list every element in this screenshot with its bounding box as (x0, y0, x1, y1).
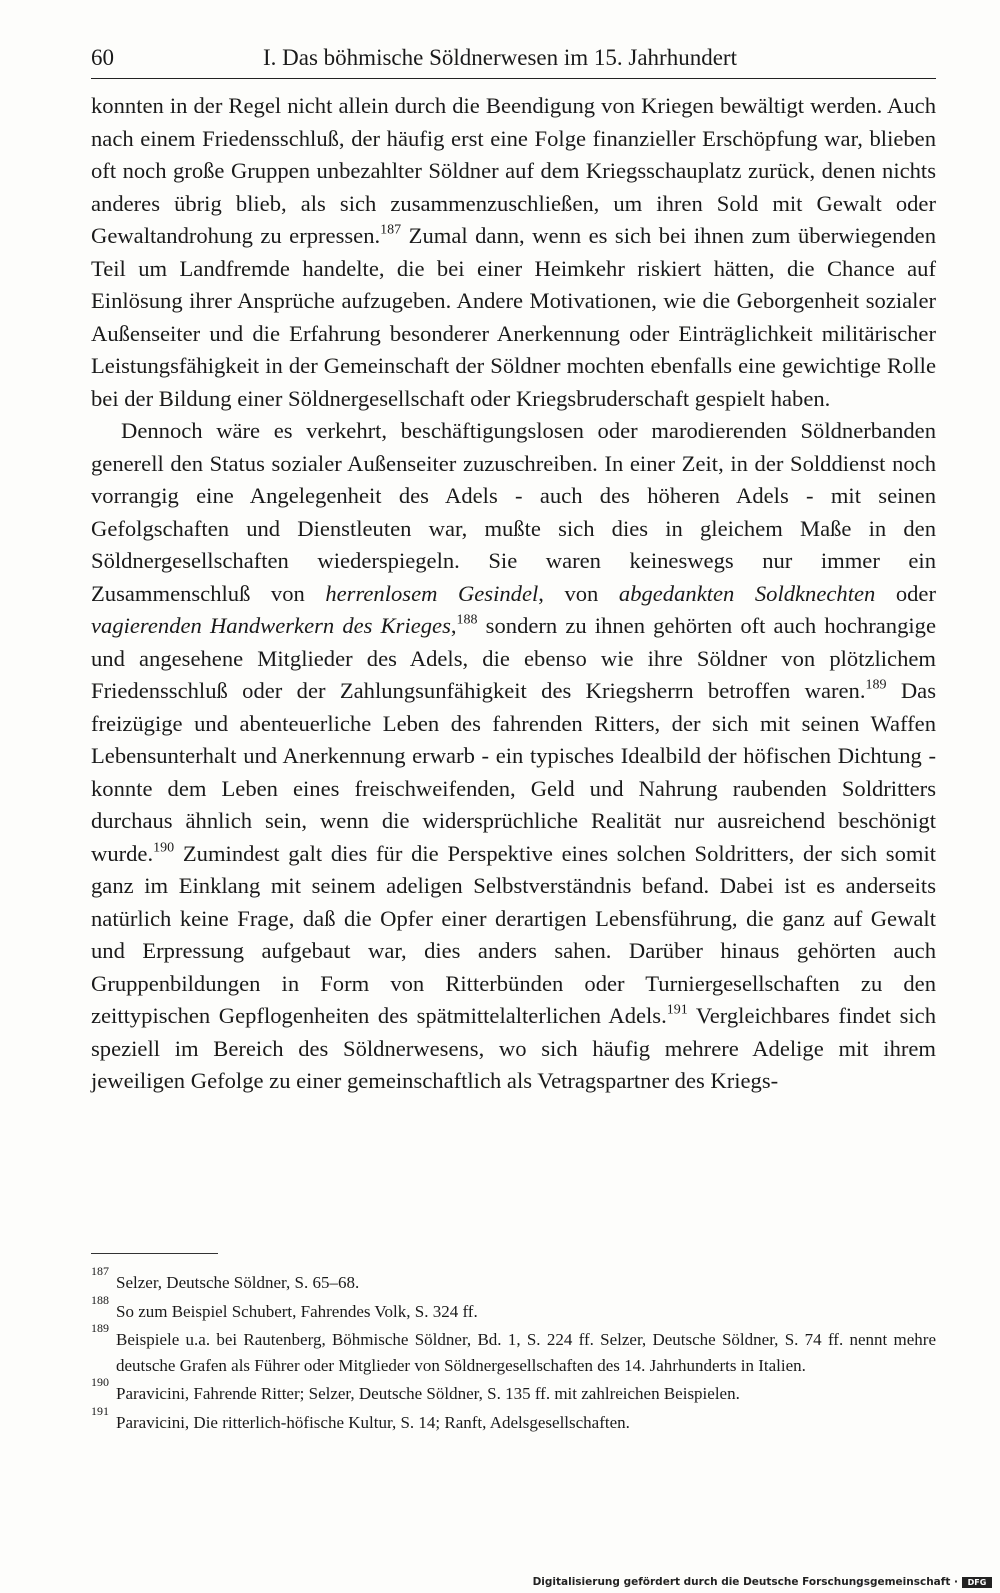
page-number: 60 (91, 45, 114, 70)
footnote-text: Beispiele u.a. bei Rautenberg, Böhmische Söldner, Bd. 1, S. 224 ff. Selzer, Deutsche Söldner, S. 74 ff. nennt mehre deutsche Grafen als Führer oder Mitglieder von Söldnergesellschaften des 14. Jahrhunderts in Italien. (116, 1330, 936, 1375)
italic-quote: herrenlosem Gesindel (325, 580, 539, 606)
footnote-ref[interactable]: 190 (153, 839, 175, 855)
text-run: Vergleichbares findet sich speziell im Bereich des Söldnerwesens, wo sich häufig mehrere Adelige mit ihrem jeweiligen Gefolge zu einer gemeinschaftlich als Vetragspartner des Kriegs- (91, 1003, 936, 1093)
credit-text: Digitalisierung gefördert durch die Deutsche Forschungsgemeinschaft · (532, 1576, 958, 1588)
footnote-text: Paravicini, Fahrende Ritter; Selzer, Deutsche Söldner, S. 135 ff. mit zahlreichen Beispielen. (116, 1384, 740, 1403)
footnote-number: 189 (91, 1321, 109, 1335)
text-run: , (450, 613, 457, 638)
footnote-number: 191 (91, 1403, 109, 1418)
running-head-title: I. Das böhmische Söldnerwesen im 15. Jahrhundert (263, 45, 737, 70)
digitization-credit (533, 1576, 992, 1588)
footnote-item (91, 1375, 936, 1407)
main-text (91, 90, 936, 1098)
footnote-item (91, 1403, 936, 1436)
footnote-item (91, 1292, 936, 1325)
footnote-number: 187 (91, 1264, 109, 1278)
text-run: oder (875, 580, 936, 606)
italic-quote: abgedankten Soldknechten (618, 580, 876, 606)
text-run: konnten in der Regel nicht allein durch die Beendigung von Kriegen bewältigt werden. Auch nach einem Friedensschluß, der häufig erst eine Folge finanzieller Erschöpfung war, blieben oft noch große Gruppen unbezahlter Söldner auf dem Kriegsschauplatz zurück, denen nichts anderes übrig blieb, als sich zusammenzuschließen, um ihren Sold mit Gewalt oder Gewaltandrohung zu erpressen. (91, 93, 936, 248)
footnote-ref[interactable]: 191 (666, 1002, 688, 1018)
paragraph-1 (91, 90, 936, 415)
footnote-ref[interactable]: 187 (380, 222, 402, 238)
paragraph-2 (91, 415, 936, 1098)
footnote-text: Paravicini, Die ritterlich-höfische Kultur, S. 14; Ranft, Adelsgesellschaften. (116, 1412, 630, 1432)
text-run: , von (538, 580, 619, 606)
dfg-logo-icon: DFG (962, 1577, 992, 1588)
running-header (91, 44, 936, 79)
footnote-divider (91, 1253, 218, 1254)
text-run: Das freizügige und abenteuerliche Leben des fahrenden Ritters, der sich mit seinen Waffen Lebensunterhalt und Anerkennung erwarb - ein typisches Idealbild der höfischen Dichtung - konnte dem Leben eines freischweifenden, Geld und Nahrung raubenden Soldritters durchaus ähnlich sein, wenn die widersprüchliche Realität nur ausreichend beschönigt wurde. (91, 678, 936, 866)
footnote-ref[interactable]: 189 (865, 677, 887, 693)
footnote-ref[interactable]: 188 (456, 612, 478, 628)
footnote-text: So zum Beispiel Schubert, Fahrendes Volk, S. 324 ff. (116, 1301, 478, 1321)
italic-quote: vagierenden Handwerkern des Krieges (91, 613, 451, 638)
text-run: Zumindest galt dies für die Perspektive eines solchen Soldritters, der sich somit ganz im Einklang mit seinem adeligen Selbstverständnis befand. Dabei ist es anderseits natürlich keine Frage, daß die Opfer einer derartigen Lebensführung, die ganz auf Gewalt und Erpressung aufgebaut war, dies anders sahen. Darüber hinaus gehörten auch Gruppenbildungen in Form von Ritterbünden oder Turniergesellschaften zu den zeittypischen Gepflogenheiten des spätmittelalterlichen Adels. (91, 840, 936, 1028)
footnotes (91, 1264, 936, 1438)
text-run: Zumal dann, wenn es sich bei ihnen zum überwiegenden Teil um Landfremde handelte, die bei einer Heimkehr riskiert hätten, die Chance auf Einlösung ihrer Ansprüche aufzugeben. Andere Motivationen, wie die Geborgenheit sozialer Außenseiter und die Erfahrung besonderer Anerkennung oder Einträglichkeit militärischer Leistungsfähigkeit in der Gemeinschaft der Söldner mochten ebenfalls eine gewichtige Rolle bei der Bildung einer Söldnergesellschaft oder Kriegsbruderschaft gespielt haben. (91, 223, 936, 411)
footnote-text: Selzer, Deutsche Söldner, S. 65–68. (116, 1273, 360, 1292)
text-run: Dennoch wäre es verkehrt, beschäftigungslosen oder marodierenden Söldnerbanden generell den Status sozialer Außenseiter zuzuschreiben. In einer Zeit, in der Solddienst noch vorrangig eine Angelegenheit des Adels - auch des höheren Adels - mit seinen Gefolgschaften und Dienstleuten war, mußte sich dies in gleichem Maße in den Söldnergesellschaften wiederspiegeln. Sie waren keineswegs nur immer ein Zusammenschluß von (91, 418, 936, 606)
footnote-number: 190 (91, 1375, 109, 1389)
footnote-item (91, 1321, 936, 1378)
text-run: sondern zu ihnen gehörten oft auch hochrangige und angesehene Mitglieder des Adels, die ebenso wie ihre Söldner von plötzlichem Friedensschluß oder der Zahlungsunfähigkeit des Kriegsherrn betroffen waren. (91, 613, 937, 703)
footnote-number: 188 (91, 1292, 109, 1307)
footnote-item (91, 1264, 936, 1296)
